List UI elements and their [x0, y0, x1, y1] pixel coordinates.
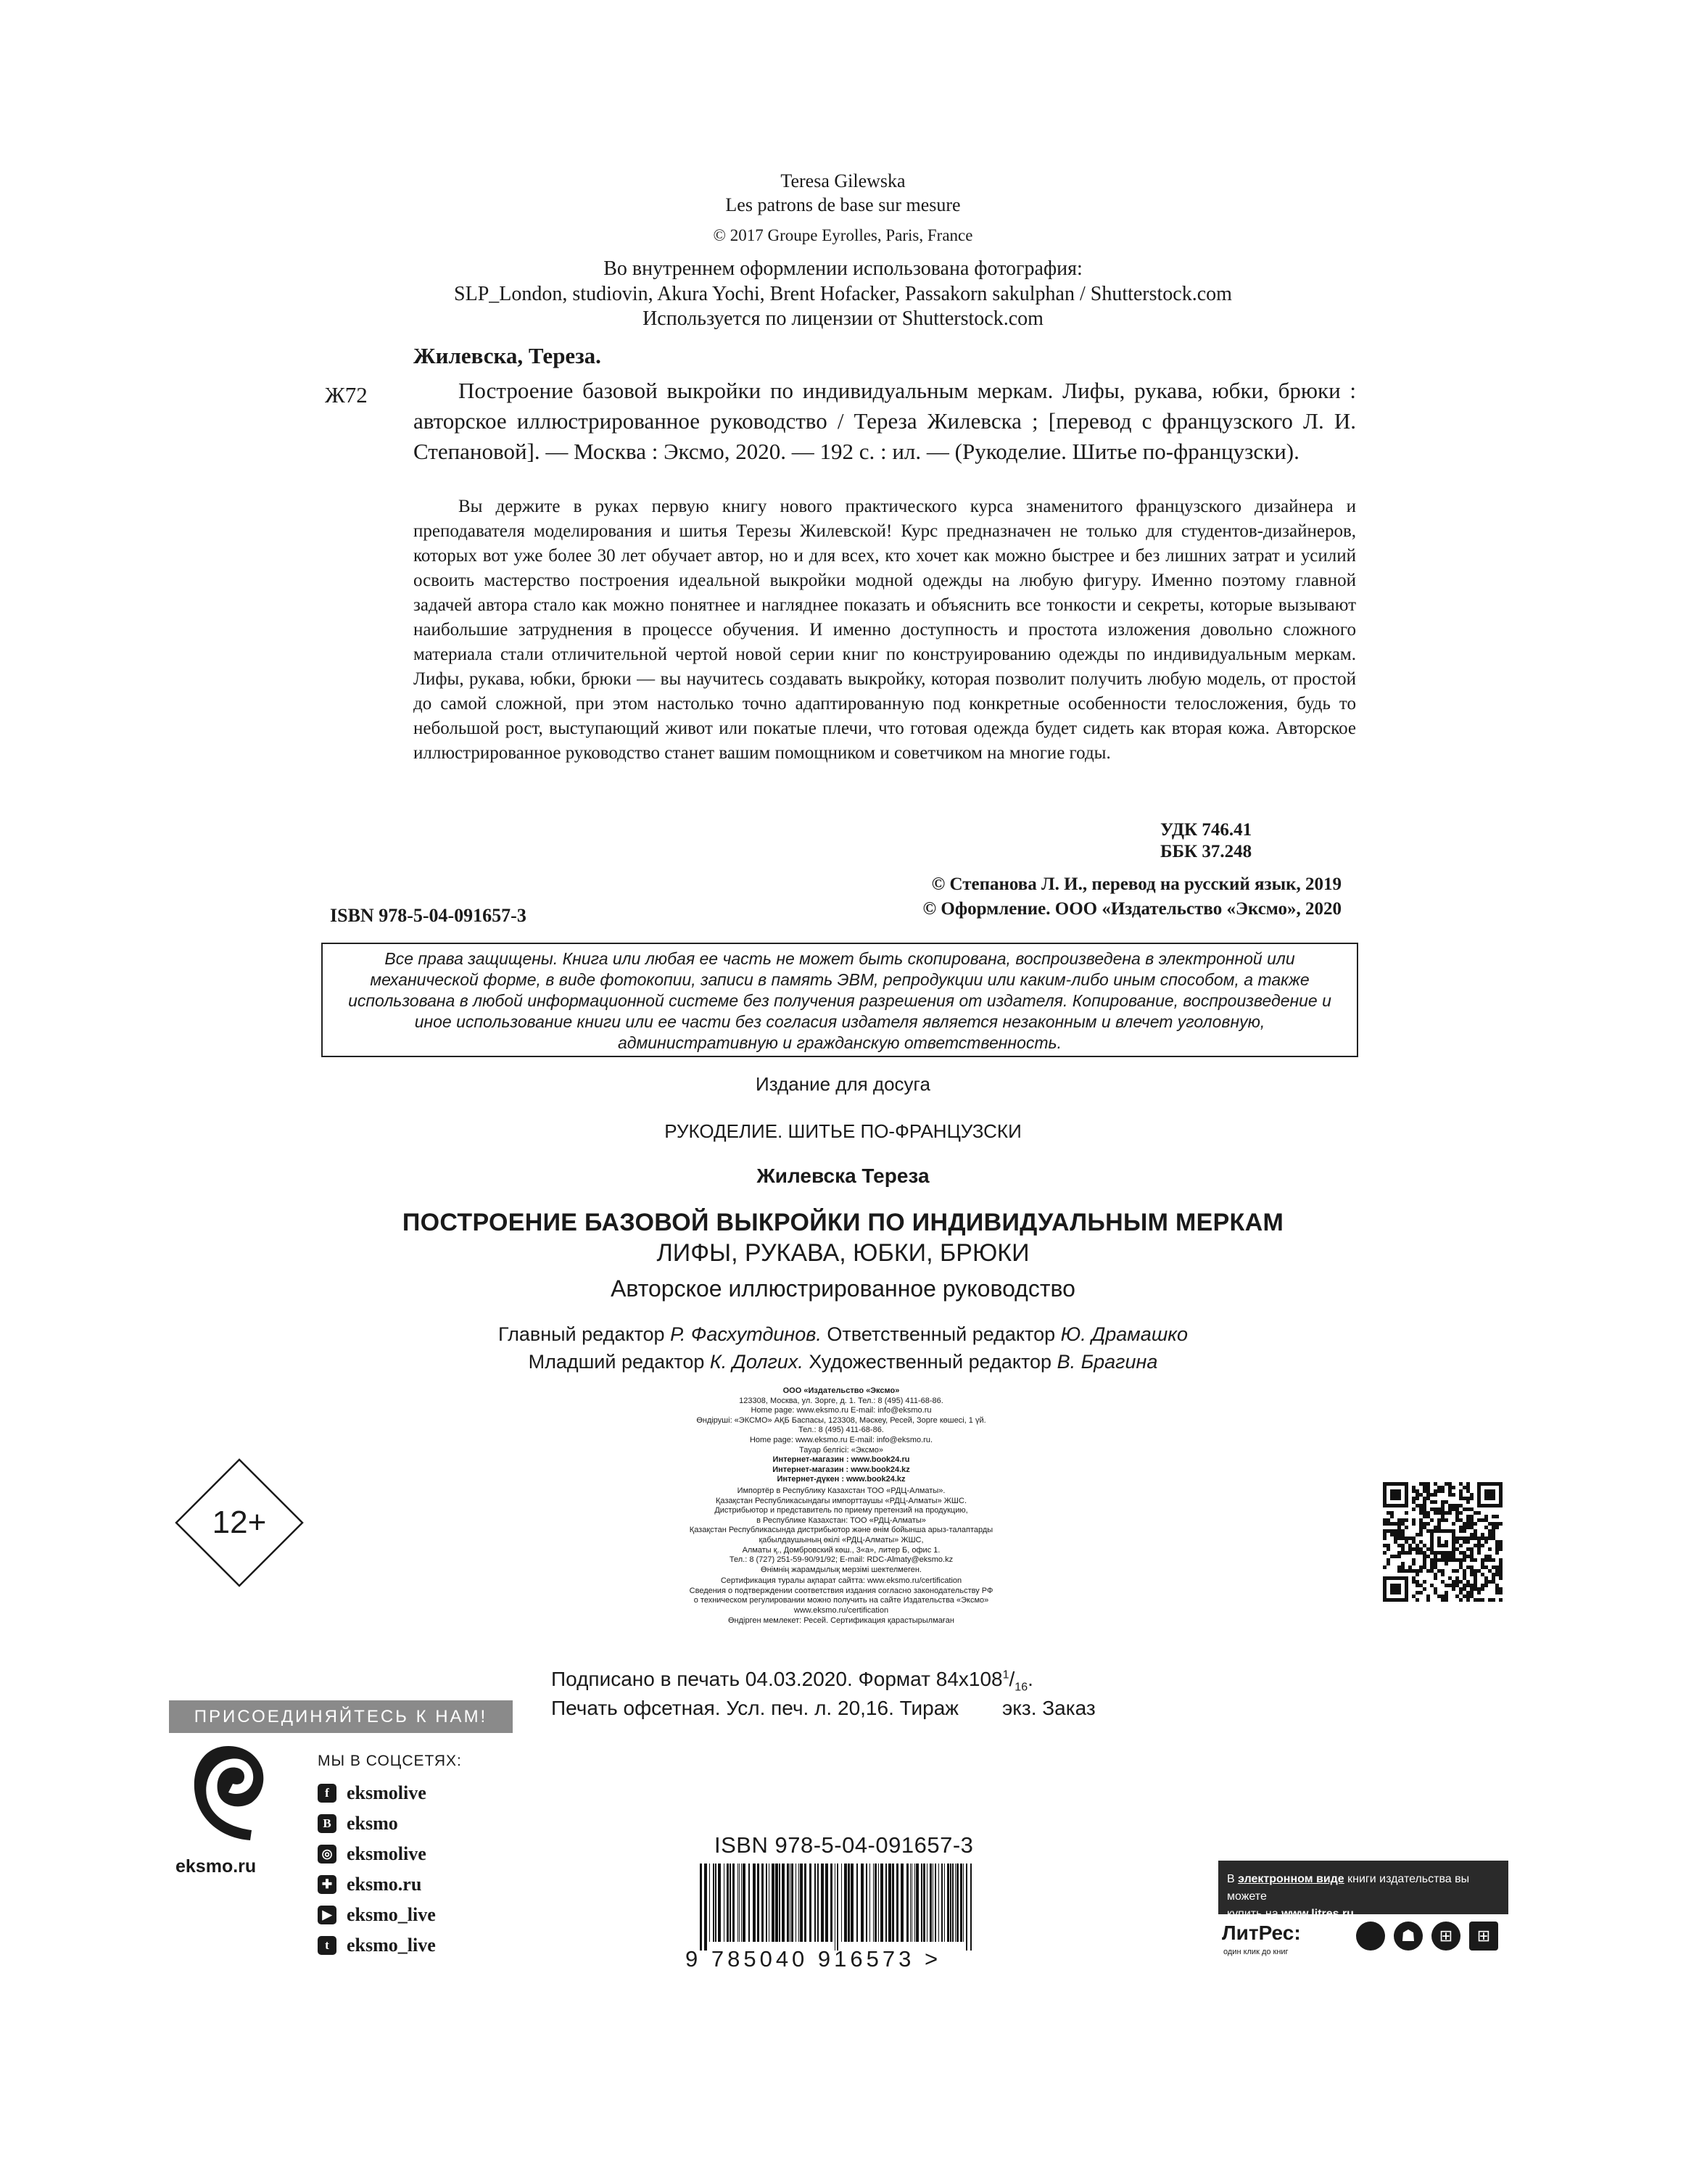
publisher-info-line: Қазақстан Республикасындағы импорттаушы «РДЦ-Алматы» ЖШС. [715, 1496, 967, 1505]
social-link-eksmolive[interactable] [318, 1782, 426, 1804]
twitter-icon: t [318, 1936, 336, 1955]
youtube-icon: ▶ [318, 1906, 336, 1924]
barcode-isbn: ISBN 978-5-04-091657-3 [714, 1832, 974, 1858]
publisher-info-line: Өндірген мемлекет: Ресей. Сертификация қарастырылмаған [728, 1616, 954, 1625]
publisher-info-line: Тел.: 8 (727) 251-59-90/91/92; E-mail: RDC-Almaty@eksmo.kz [729, 1555, 954, 1565]
android-icon: ☗ [1394, 1922, 1423, 1951]
ok-icon: ✚ [318, 1875, 336, 1894]
format-denominator: 16 [1015, 1681, 1028, 1694]
litres-text-em: электронном виде [1238, 1873, 1344, 1885]
isbn-barcode [700, 1864, 975, 1951]
print-signed-text: Подписано в печать 04.03.2020. Формат 84x108 [551, 1668, 1003, 1690]
catalog-isbn: ISBN 978-5-04-091657-3 [330, 905, 526, 926]
original-copyright: © 2017 Groupe Eyrolles, Paris, France [713, 226, 973, 244]
photo-credit-line-3: Используется по лицензии от Shutterstock.com [642, 307, 1044, 330]
editor-role: Ответственный редактор [827, 1323, 1056, 1345]
social-link-eksmo[interactable] [318, 1813, 398, 1835]
litres-logo: ЛитРес: [1222, 1922, 1301, 1944]
publisher-info-line: 123308, Москва, ул. Зорге, д. 1. Тел.: 8 (495) 411-68-86. [739, 1396, 943, 1405]
bbk-code: ББК 37.248 [1160, 842, 1252, 861]
litres-text: В [1227, 1873, 1239, 1885]
translation-copyright: © Степанова Л. И., перевод на русский язык, 2019 [931, 874, 1342, 894]
catalog-description [413, 376, 1356, 467]
photo-credit-line-2: SLP_London, studiovin, Akura Yochi, Brent Hofacker, Passakorn sakulphan / Shutterstock.com [454, 283, 1232, 305]
social-handle: eksmo [347, 1813, 398, 1834]
platform-icons [1356, 1922, 1498, 1951]
publisher-info-line: Дистрибьютор и представитель по приему претензий на продукцию, [714, 1506, 968, 1515]
litres-text: купить на [1227, 1908, 1282, 1920]
book-title: ПОСТРОЕНИЕ БАЗОВОЙ ВЫКРОЙКИ ПО ИНДИВИДУАЛЬНЫМ МЕРКАМ [402, 1209, 1284, 1236]
editor-name: В. Брагина [1057, 1351, 1158, 1373]
editor-role: Художественный редактор [809, 1351, 1052, 1373]
social-link-eksmo_live[interactable] [318, 1904, 436, 1926]
windows-icon: ⊞ [1469, 1922, 1498, 1951]
windows-phone-icon: ⊞ [1431, 1922, 1460, 1951]
age-rating-text: 12+ [212, 1505, 267, 1540]
facebook-icon: f [318, 1784, 336, 1803]
publisher-info-line: о техническом регулировании можно получить на сайте Издательства «Эксмо» [693, 1596, 989, 1605]
publisher-info-line: ООО «Издательство «Эксмо» [782, 1386, 900, 1395]
social-handle: eksmo_live [347, 1904, 436, 1925]
imprint-author: Жилевска Тереза [756, 1165, 930, 1187]
publisher-info-line: Интернет-дүкен : www.book24.kz [777, 1475, 906, 1484]
publisher-info [551, 1386, 1131, 1626]
design-copyright: © Оформление. ООО «Издательство «Эксмо», 2020 [922, 899, 1342, 919]
social-handle: eksmo.ru [347, 1874, 422, 1895]
social-handle: eksmolive [347, 1782, 426, 1803]
publisher-info-line: www.eksmo.ru/certification [793, 1606, 889, 1616]
vk-icon: B [318, 1814, 336, 1833]
apple-icon [1356, 1922, 1385, 1951]
original-author: Teresa Gilewska [780, 170, 906, 191]
join-us-banner: ПРИСОЕДИНЯЙТЕСЬ К НАМ! [169, 1700, 513, 1733]
publisher-info-line: Home page: www.eksmo.ru E-mail: info@eksmo.ru. [749, 1435, 933, 1444]
rights-notice: Все права защищены. Книга или любая ее часть не может быть скопирована, воспроизведена в электронной или механической форме, в виде фотокопии, записи в память ЭВМ, репродукции или каким-либо иным способом, а также использована в любой информационной системе без получения разрешения от издателя. Копирование, воспроизведение и иное использование книги или ее части без согласия издателя является незаконным и влечет уголовную, административную и гражданскую ответственность. [321, 943, 1358, 1057]
catalog-annotation-text: Вы держите в руках первую книгу нового практического курса знаменитого французского дизайнера и преподавателя моделирования и шитья Терезы Жилевской! Курс предназначен не только для студентов-дизайнеров, которых вот уже более 30 лет обучает автор, но и для всех, кто хочет как можно быстрее и без лишних затрат и усилий освоить мастерство построения идеальной выкройки модной одежды на любую фигуру. Именно поэтому главной задачей автора стало как можно понятнее и нагляднее показать и объяснить все тонкости и секреты, которые вызывают наибольшие затруднения в процессе обучения. И именно доступность и простота изложения довольно сложного материала стали отличительной чертой новой серии книг по конструированию одежды по индивидуальным меркам. Лифы, рукава, юбки, брюки — вы научитесь создавать выкройку, которая позволит получить любую модель, от простой до самой сложной, при этом настолько точно адаптированную под конкретные особенности телосложения, будь то небольшой рост, выступающий живот или покатые плечи, что готовая одежда будет сидеть как вторая кожа. Авторское иллюстрированное руководство станет вашим помощником и советчиком на многие годы. [413, 497, 1356, 763]
print-signed: Подписано в печать 04.03.2020. Формат $84x108^1/_{16}$. [551, 1668, 1033, 1694]
barcode-digits: 9 785040 916573 > [685, 1946, 942, 1972]
book-subtitle-2: Авторское иллюстрированное руководство [611, 1275, 1075, 1302]
catalog-description-text: Построение базовой выкройки по индивидуальным меркам. Лифы, рукава, юбки, брюки : авторское иллюстрированное руководство / Тереза Жилевска ; [перевод с французского Л. И. Степановой]. — Москва : Эксмо, 2020. — 192 с. : ил. — (Рукоделие. Шитье по-французски). [413, 378, 1356, 464]
publisher-info-line: Интернет-магазин : www.book24.ru [772, 1455, 910, 1465]
publisher-info-line: Home page: www.eksmo.ru E-mail: info@eksmo.ru [751, 1406, 932, 1415]
print-details-a: Печать офсетная. Усл. печ. л. 20,16. Тираж [551, 1697, 959, 1719]
print-details [551, 1697, 1096, 1720]
publisher-info-line: Импортёр в Республику Казахстан ТОО «РДЦ-Алматы». [737, 1486, 946, 1495]
eksmo-logo [185, 1740, 272, 1849]
catalog-annotation [413, 495, 1356, 766]
litres-text: книги издательства вы можете [1227, 1873, 1470, 1903]
publisher-info-line: Қазақстан Республикасында дистрибьютор және өнім бойынша арыз-талаптарды [689, 1526, 993, 1535]
editor-name: Р. Фасхутдинов. [670, 1323, 822, 1345]
editors-line-2 [0, 1349, 1686, 1375]
publisher-info-line: Сведения о подтверждении соответствия издания согласно законодательству РФ [689, 1586, 993, 1595]
editors-line-1 [0, 1321, 1686, 1347]
social-handle: eksmolive [347, 1843, 426, 1864]
print-details-b: экз. Заказ [1002, 1697, 1096, 1719]
catalog-author-mark: Ж72 [325, 382, 368, 408]
publisher-info-line: қабылдаушының өкілі «РДЦ-Алматы» ЖШС, [759, 1535, 924, 1544]
publisher-info-line: Интернет-магазин : www.book24.kz [772, 1465, 910, 1474]
litres-tagline: один клик до книг [1223, 1948, 1289, 1956]
editor-role: Главный редактор [498, 1323, 665, 1345]
publisher-info-line: Өндіруші: «ЭКСМО» АҚБ Баспасы, 123308, Мәскеу, Ресей, Зорге көшесі, 1 үй. [696, 1415, 986, 1425]
social-header: МЫ В СОЦСЕТЯХ: [318, 1753, 462, 1769]
publisher-info-line: Тел.: 8 (495) 411-68-86. [798, 1426, 884, 1435]
original-title: Les patrons de base sur mesure [725, 194, 961, 215]
udk-code: УДК 746.41 [1160, 820, 1252, 840]
publisher-info-line: Өнімнің жарамдылық мерзімі шектелмеген. [761, 1565, 922, 1574]
social-link-eksmolive[interactable] [318, 1843, 426, 1865]
catalog-author: Жилевска, Тереза. [413, 343, 601, 368]
instagram-icon: ◎ [318, 1845, 336, 1864]
series-name: РУКОДЕЛИЕ. ШИТЬЕ ПО-ФРАНЦУЗСКИ [664, 1120, 1022, 1142]
social-link-eksmo_live[interactable] [318, 1935, 436, 1956]
litres-banner[interactable] [1218, 1861, 1508, 1920]
photo-credit-line-1: Во внутреннем оформлении использована фотография: [603, 257, 1083, 280]
edition-type: Издание для досуга [756, 1073, 930, 1095]
book-subtitle: ЛИФЫ, РУКАВА, ЮБКИ, БРЮКИ [656, 1239, 1030, 1267]
editor-role: Младший редактор [528, 1351, 705, 1373]
qr-code[interactable] [1383, 1482, 1503, 1602]
publisher-info-line: Сертификация туралы ақпарат сайтта: www.eksmo.ru/certification [720, 1576, 962, 1586]
age-rating-badge [174, 1457, 305, 1588]
eksmo-site[interactable]: eksmo.ru [175, 1856, 257, 1877]
litres-url[interactable]: www.litres.ru [1281, 1908, 1354, 1920]
publisher-info-line: Алматы қ., Домбровский көш., 3«а», литер Б, офис 1. [742, 1545, 941, 1555]
editor-name: К. Долгих. [709, 1351, 803, 1373]
publisher-info-line: Тауар белгісі: «Эксмо» [798, 1445, 883, 1455]
publisher-info-line: в Республике Казахстан: ТОО «РДЦ-Алматы» [756, 1515, 926, 1525]
editor-name: Ю. Драмашко [1060, 1323, 1188, 1345]
social-link-eksmo.ru[interactable] [318, 1874, 421, 1895]
social-handle: eksmo_live [347, 1935, 436, 1956]
format-numerator: 1 [1002, 1668, 1009, 1682]
